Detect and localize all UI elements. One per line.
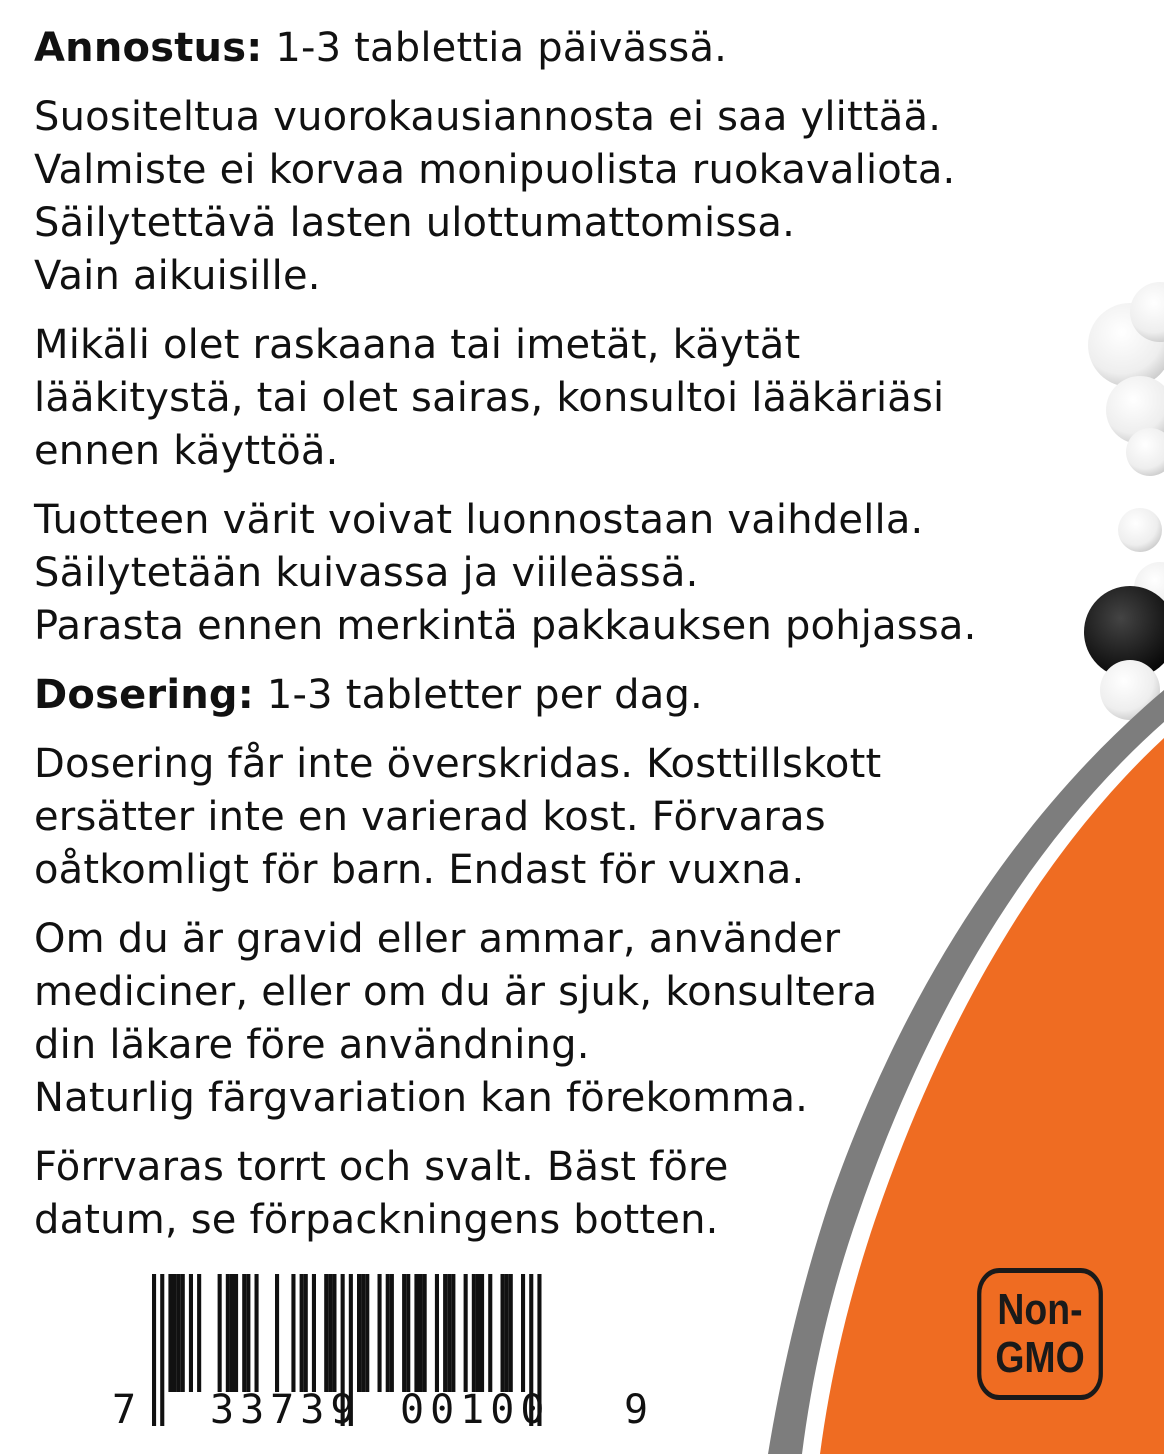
- fi-warning-line: Vain aikuisille.: [34, 253, 321, 299]
- barcode-bar: [480, 1274, 484, 1392]
- fi-pregnancy-line: ennen käyttöä.: [34, 428, 339, 474]
- barcode-bar: [168, 1274, 172, 1392]
- sv-storage-line: datum, se förpackningens botten.: [34, 1197, 719, 1243]
- barcode-bar: [361, 1274, 365, 1392]
- fi-dosage-label: Annostus:: [34, 25, 263, 71]
- barcode-bar: [476, 1274, 480, 1392]
- fi-storage-line: Tuotteen värit voivat luonnostaan vaihdella.: [34, 497, 924, 543]
- sv-pregnancy-line: mediciner, eller om du är sjuk, konsultera: [34, 969, 878, 1015]
- barcode-bar: [312, 1274, 316, 1392]
- barcode-bar: [332, 1274, 336, 1392]
- barcode-bar: [189, 1274, 193, 1392]
- barcode-bar: [435, 1274, 439, 1392]
- barcode-bar: [255, 1274, 259, 1392]
- barcode-left-group: 33739: [210, 1387, 361, 1433]
- label-text-block: [34, 22, 1114, 1247]
- barcode-right-group: 00100: [400, 1387, 551, 1433]
- barcode-bar: [390, 1274, 394, 1392]
- non-gmo-badge: [977, 1268, 1103, 1400]
- barcode-check-digit: 9: [624, 1387, 655, 1433]
- fi-pregnancy-line: lääkitystä, tai olet sairas, konsultoi lääkäriäsi: [34, 375, 945, 421]
- barcode-bar: [472, 1274, 476, 1392]
- barcode-bar: [447, 1274, 451, 1392]
- fi-storage-line: Parasta ennen merkintä pakkauksen pohjassa.: [34, 603, 977, 649]
- barcode-bar: [291, 1274, 295, 1392]
- barcode-bar: [218, 1274, 222, 1392]
- fi-warning-line: Säilytettävä lasten ulottumattomissa.: [34, 200, 796, 246]
- fi-pregnancy-line: Mikäli olet raskaana tai imetät, käytät: [34, 322, 801, 368]
- barcode-bar: [234, 1274, 238, 1392]
- barcode-bar: [357, 1274, 361, 1392]
- barcode-bar: [386, 1274, 390, 1392]
- barcode-bar: [181, 1274, 185, 1392]
- barcode-bar: [451, 1274, 455, 1392]
- fi-dosage-line: [34, 22, 1114, 75]
- barcode-bar: [152, 1274, 156, 1426]
- barcode: [112, 1270, 655, 1435]
- sv-warning-line: oåtkomligt för barn. Endast för vuxna.: [34, 847, 805, 893]
- barcode-bar: [226, 1274, 230, 1392]
- fi-warning-line: Valmiste ei korvaa monipuolista ruokavaliota.: [34, 147, 956, 193]
- barcode-bar: [275, 1274, 279, 1392]
- barcode-bar: [197, 1274, 201, 1392]
- barcode-bar: [521, 1274, 525, 1392]
- barcode-bars: [112, 1270, 655, 1435]
- barcode-bar: [230, 1274, 234, 1392]
- barcode-bar: [406, 1274, 410, 1392]
- barcode-first-digit: 7: [112, 1387, 143, 1433]
- barcode-bar: [414, 1274, 418, 1392]
- sv-storage: [34, 1141, 1114, 1247]
- barcode-bar: [300, 1274, 304, 1392]
- non-gmo-line2: GMO: [995, 1333, 1085, 1382]
- sv-dosage-line: [34, 669, 1114, 722]
- barcode-bar: [242, 1274, 246, 1392]
- sv-warnings: [34, 738, 1114, 897]
- barcode-bar: [509, 1274, 513, 1392]
- barcode-bar: [402, 1274, 406, 1392]
- sv-pregnancy-line: din läkare före användning.: [34, 1022, 590, 1068]
- sv-pregnancy: [34, 913, 1114, 1125]
- barcode-bar: [505, 1274, 509, 1392]
- sv-storage-line: Förrvaras torrt och svalt. Bäst före: [34, 1144, 729, 1190]
- fi-pregnancy: [34, 319, 1114, 478]
- barcode-bar: [173, 1274, 177, 1392]
- sv-pregnancy-line: Naturlig färgvariation kan förekomma.: [34, 1075, 809, 1121]
- barcode-bar: [488, 1274, 492, 1392]
- barcode-bar: [464, 1274, 468, 1392]
- barcode-bar: [423, 1274, 427, 1392]
- fi-warnings: [34, 91, 1114, 303]
- fi-storage: [34, 494, 1114, 653]
- sv-warning-line: ersätter inte en varierad kost. Förvaras: [34, 794, 826, 840]
- barcode-bar: [501, 1274, 505, 1392]
- non-gmo-line1: Non-: [997, 1285, 1083, 1334]
- barcode-bar: [328, 1274, 332, 1392]
- sv-dosage-label: Dosering:: [34, 672, 254, 718]
- barcode-bar: [419, 1274, 423, 1392]
- fi-storage-line: Säilytetään kuivassa ja viileässä.: [34, 550, 699, 596]
- sv-warning-line: Dosering får inte överskridas. Kosttillskott: [34, 741, 882, 787]
- fi-dosage-value: 1-3 tablettia päivässä.: [275, 25, 728, 71]
- barcode-bar: [365, 1274, 369, 1392]
- barcode-bar: [443, 1274, 447, 1392]
- barcode-bar: [378, 1274, 382, 1392]
- fi-warning-line: Suositeltua vuorokausiannosta ei saa ylittää.: [34, 94, 942, 140]
- barcode-bar: [160, 1274, 164, 1426]
- sv-dosage-value: 1-3 tabletter per dag.: [266, 672, 703, 718]
- barcode-bar: [324, 1274, 328, 1392]
- barcode-bar: [246, 1274, 250, 1392]
- barcode-bar: [304, 1274, 308, 1392]
- sv-pregnancy-line: Om du är gravid eller ammar, använder: [34, 916, 841, 962]
- barcode-bar: [177, 1274, 181, 1392]
